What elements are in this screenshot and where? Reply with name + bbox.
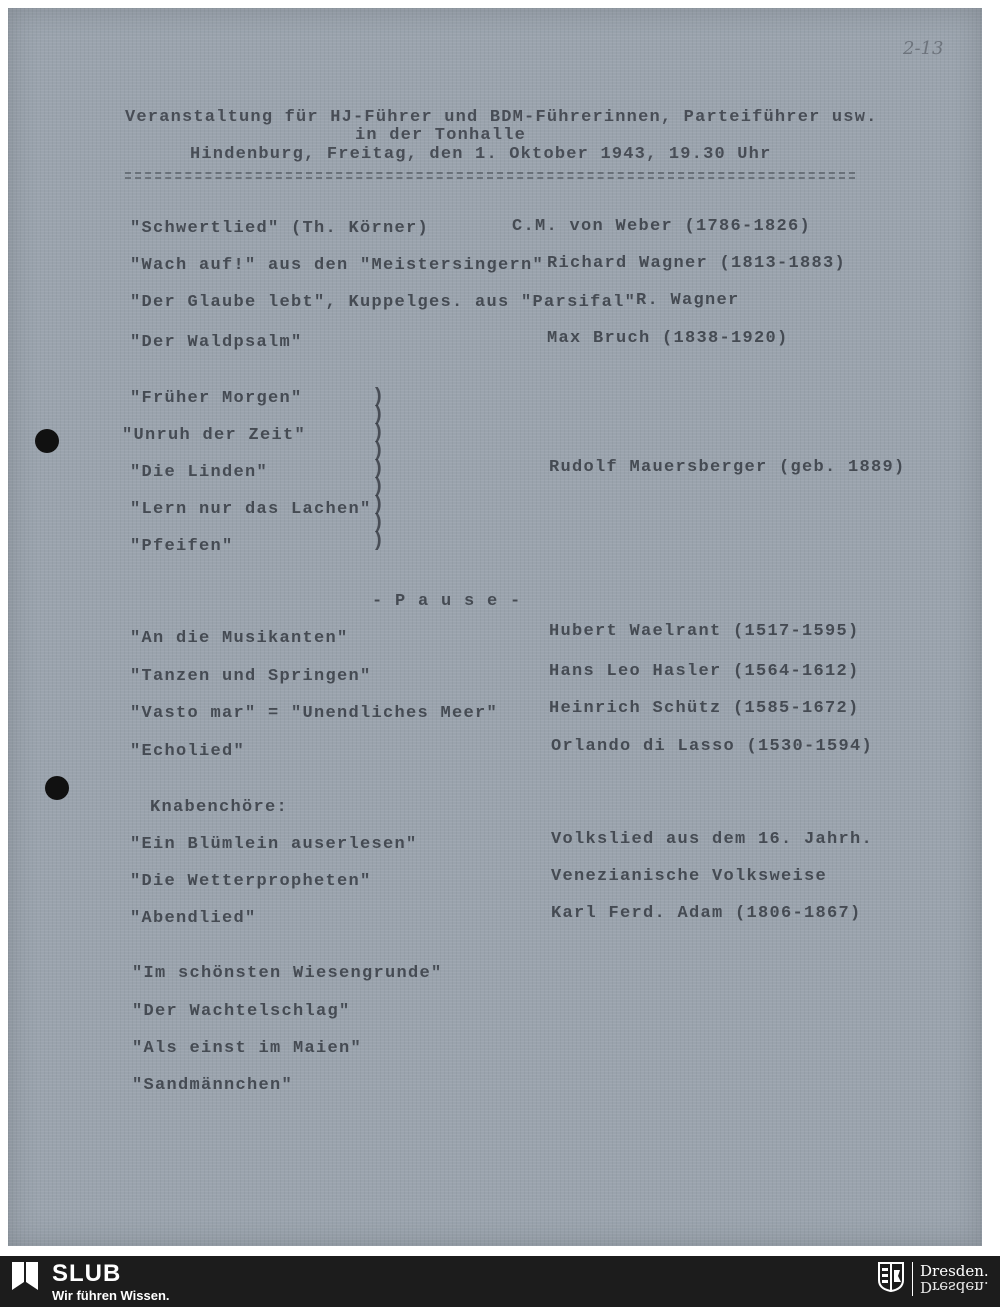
footer-separator [912,1262,913,1296]
header-rule [125,172,855,174]
library-name: SLUB [52,1260,122,1287]
group-piece: "Pfeifen" [130,537,234,556]
group-brace: ) [372,404,385,427]
choir-composer: Volkslied aus dem 16. Jahrh. [551,830,874,849]
program-composer: Hubert Waelrant (1517-1595) [549,622,860,641]
final-song: "Als einst im Maien" [132,1039,363,1058]
group-brace: ) [372,422,385,445]
partner-name: Dresden. [920,1262,989,1280]
partner-name-reflection: Dresden. [920,1278,989,1296]
footer-bar [0,1256,1000,1307]
program-piece: "Schwertlied" (Th. Körner) [130,219,430,238]
final-song: "Im schönsten Wiesengrunde" [132,964,443,983]
program-piece: "Der Glaube lebt", Kuppelges. aus "Parsifal" [130,293,637,312]
group-composer: Rudolf Mauersberger (geb. 1889) [549,458,906,477]
choir-composer: Venezianische Volksweise [551,867,828,886]
program-piece: "Tanzen und Springen" [130,667,372,686]
program-piece: "Echolied" [130,742,246,761]
group-piece: "Unruh der Zeit" [122,426,307,445]
program-composer: R. Wagner [636,291,740,310]
choir-piece: "Die Wetterpropheten" [130,872,372,891]
dresden-crest-icon [878,1262,904,1292]
group-brace: ) [372,440,385,463]
group-brace: ) [372,512,385,535]
program-piece: "Wach auf!" aus den "Meistersingern" [130,256,545,275]
punch-hole-bottom [45,776,69,800]
final-song: "Der Wachtelschlag" [132,1002,351,1021]
group-brace: ) [372,458,385,481]
program-piece: "Der Waldpsalm" [130,333,303,352]
program-composer: Orlando di Lasso (1530-1594) [551,737,874,756]
header-line-3: Hindenburg, Freitag, den 1. Oktober 1943, 19.30 Uhr [190,145,772,164]
program-composer: Max Bruch (1838-1920) [547,329,789,348]
group-piece: "Lern nur das Lachen" [130,500,372,519]
page-number-annotation: 2-13 [903,38,944,59]
choir-composer: Karl Ferd. Adam (1806-1867) [551,904,862,923]
group-piece: "Früher Morgen" [130,389,303,408]
pause-label: - P a u s e - [372,592,522,611]
program-composer: Heinrich Schütz (1585-1672) [549,699,860,718]
program-composer: C.M. von Weber (1786-1826) [512,217,812,236]
group-piece: "Die Linden" [130,463,269,482]
header-rule-2 [125,177,855,179]
library-tagline: Wir führen Wissen. [52,1288,170,1303]
choir-piece: "Ein Blümlein auserlesen" [130,835,418,854]
group-brace: ) [372,530,385,553]
choir-piece: "Abendlied" [130,909,257,928]
slub-logo-icon [12,1262,38,1290]
header-line-2: in der Tonhalle [355,126,527,145]
boys-choir-heading: Knabenchöre: [150,798,289,817]
punch-hole-top [35,429,59,453]
program-composer: Richard Wagner (1813-1883) [547,254,847,273]
group-brace: ) [372,494,385,517]
group-brace: ) [372,476,385,499]
final-song: "Sandmännchen" [132,1076,294,1095]
group-brace: ) [372,386,385,409]
program-piece: "An die Musikanten" [130,629,349,648]
header-line-1: Veranstaltung für HJ-Führer und BDM-Führerinnen, Parteiführer usw. [125,108,878,127]
program-composer: Hans Leo Hasler (1564-1612) [549,662,860,681]
program-piece: "Vasto mar" = "Unendliches Meer" [130,704,499,723]
